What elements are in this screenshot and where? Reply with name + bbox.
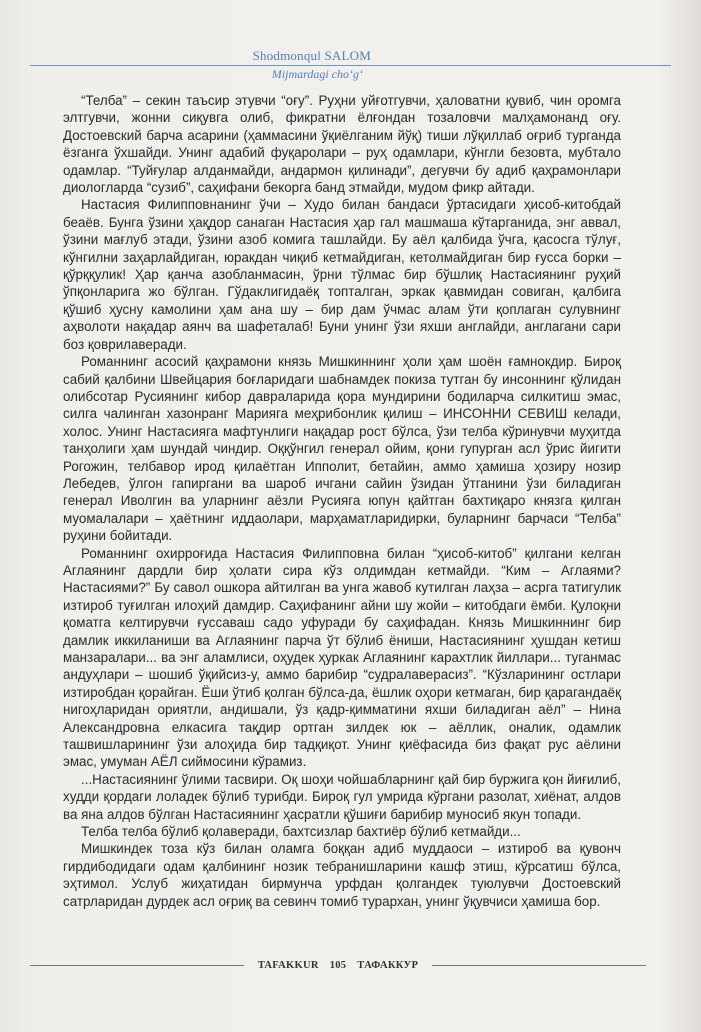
paragraph: Романнинг охирроғида Настасия Филипповна билан “ҳисоб-китоб” қилгани келган Аглаянинг дардли бир ҳолати сира кўз олдимдан кетмайди. “Ким – Аглаями? Настасиями?” Бу савол ошкора айтилган ва унга жавоб кутилган лаҳза – асрга татигулик изтироб туғилган илоҳий дамдир. Саҳифанинг айни шу жойи – китобдаги ёмби. Қулоқни қоматга келтирувчи ғуссаваш садо уфуради бу саҳифадан. Князь Мишкиннинг бир дамлик иккиланиши ва Аглаянинг парча ўт бўлиб ёниши, Настасиянинг ҳушдан кетиш манзаралари... ва энг аламлиси, оҳудек ҳуркак Аглаянинг карахтлик йиллари... туганмас андуҳлари – шошиб ўқийсиз-у, аммо барибир “судралаверасиз”. “Кўзларининг остлари изтиробдан қорайган. Ёши ўтиб қолган бўлса-да, ёшлик оҳори кетмаган, бир қарагандаёқ нигоҳларидан ориятли, андишали, ўз қадр-қимматини яхши биладиган аёл” – Нина Александровна елкасига тақдир ортган зилдек юк – аёллик, оналик, одамлик ташвишларининг ўзи алоҳида бир тадқиқот. Унинг қиёфасида биз фақат рус аёлини эмас, умуман АЁЛ сиймосини кўрамиз. bbox=[63, 545, 621, 770]
footer-rule-right bbox=[432, 965, 646, 966]
article-body bbox=[63, 92, 621, 910]
header-subtitle: Mijmardagi cho‘g‘ bbox=[271, 67, 363, 81]
footer-label bbox=[244, 960, 432, 971]
page-number: 105 bbox=[329, 959, 347, 971]
footer-rule-left bbox=[30, 965, 244, 966]
footer-journal-latin: TAFAKKUR bbox=[257, 959, 319, 971]
paragraph: Телба телба бўлиб қолаверади, бахтсизлар бахтиёр бўлиб кетмайди... bbox=[81, 824, 521, 840]
paragraph: Настасия Филипповнанинг ўчи – Худо билан бандаси ўртасидаги ҳисоб-китобдай беаёв. Бунга ўзини ҳақдор санаган Настасия ҳар гал машмаша кўтарганида, энг аввал, ўзини мағлуб этади, ўзини азоб комига ташлайди. Бу аёл қалбида ўчга, қасосга тўлуғ, кўнгилни заҳарлайдиган, юракдан чиқиб кетмайдиган, кетолмайдиган бир ғусса борки – қўрққулик! Ҳар қанча азобланмасин, ўрни тўлмас бир бўшлиқ Настасиянинг руҳий ўпқонларига жо бўлган. Гўдаклигидаёқ топталган, эркак қавмидан совиган, қалбига қўшиб ҳусну камолини ҳам ана шу – бир дам ўчмас алам ўти қоплаган сулувнинг аҳволоти нақадар аянч ва шафеталаб! Буни унинг ўзи яхши англайди, англагани сари боз қоврилаверади. bbox=[63, 197, 621, 352]
paragraph: Мишкиндек тоза кўз билан оламга боққан адиб муддаоси – изтироб ва қувонч гирдибодидаги одам қалбининг нозик тебранишларини кашф этиш, кўрсатиш бўлса, эҳтимол. Услуб жиҳатидан бирмунча урфдан қолгандек туюлувчи Достоевский сатрларидан дурдек асл оғриқ ва севинч томиб турархан, унинг ўқувчиси ҳамиша бор. bbox=[63, 841, 621, 909]
page-footer bbox=[30, 957, 646, 973]
running-header bbox=[30, 48, 671, 82]
paragraph: Романнинг асосий қаҳрамони князь Мишкиннинг ҳоли ҳам шоён ғамнокдир. Бироқ сабий қалбини Швейцария боғларидаги шабнамдек покиза тутган бу инсоннинг қўлидан олибсотар Русиянинг кибор давраларида қора мундирини бодиларча силкитиш эмас, силга чалинган хазонранг Марияга меҳрибонлик қилиш – ИНСОННИ СЕВИШ келади, холос. Унинг Настасияга мафтунлиги нақадар рост бўлса, ўзи телба кўринувчи муҳитда танҳолиги ҳам шундай чиндир. Оққўнгил генерал ойим, қони гупурган асл ўрис йигити Рогожин, телбавор ирод қилаётган Ипполит, бетайин, аммо ҳамиша ҳозиру нозир Лебедев, ўлгон гапиргани ва шароб ичгани сайин ўзидан ўтганини ўзи биладиган генерал Иволгин ва уларнинг аёзли Русияга юпун қайтган бахтиқаро князга қилган муомалалари – ҳаётнинг иддаолари, марҳаматларидирки, буларнинг барчаси “Телба” руҳини бойитади. bbox=[63, 354, 621, 544]
paragraph: “Телба” – секин таъсир этувчи “оғу”. Руҳни уйғотгувчи, ҳаловатни қувиб, чин оромга элтгувчи, жонни сиқувга олиб, фикратни ёлғондан тозаловчи малҳамонанд оғу. Достоевский барча асарини (ҳаммасини ўқиёлганим йўқ) тиши лўқиллаб оғриб турганда ёзганга ўхшайди. Унинг адабий фуқаролари – руҳ одамлари, кўнгли безовта, мубтало одамлар. “Туйғулар алданмайди, андармон қилинади”, дегувчи бу адиб қаҳрамонлари диологларда “сузиб”, саҳифани бекорга банд этмайди, мудом фикр айтади. bbox=[63, 93, 621, 196]
header-rule bbox=[30, 65, 671, 66]
footer-journal-cyrillic: ТАФАККУР bbox=[357, 959, 419, 971]
header-author: Shodmonqul SALOM bbox=[252, 48, 371, 63]
paragraph: ...Настасиянинг ўлими тасвири. Оқ шоҳи чойшабларнинг қай бир буржига қон йиғилиб, худди қордаги лоладек бўлиб турибди. Бироқ гул умрида кўргани разолат, хиёнат, алдов ва яна алдов бўлган Настасиянинг ҳасратли қўшиғи барибир муносиб якун топади. bbox=[63, 771, 621, 822]
